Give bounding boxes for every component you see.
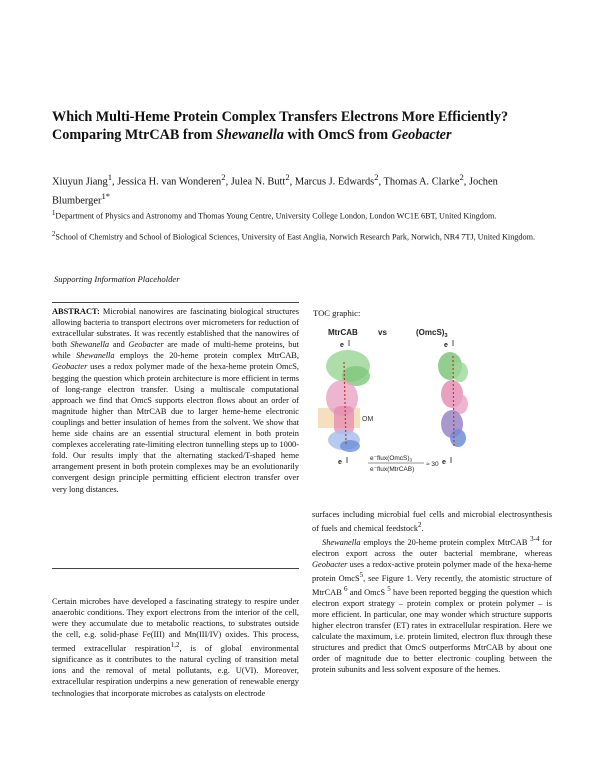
affil-text: School of Chemistry and School of Biological Sciences, University of East Anglia, Norwich Research Park, Norwich, NR4 7TJ, United Kingdom. xyxy=(55,232,535,242)
paper-title xyxy=(52,108,550,144)
title-text-2: with OmcS from xyxy=(283,127,392,143)
abstract-text: Microbial nanowires are fascinating biological structures allowing bacteria to transport electrons over micrometers for reduction of extracellular substrates. It was recently established that the nanowires of both xyxy=(52,307,299,350)
toc-omcs-structure xyxy=(438,352,468,447)
author-affil-mark: 1* xyxy=(101,191,111,202)
body-text: have been reported begging the question which electron export strategy – protein complex or protein polymer – is more efficient. In particular, one may wonder which structure supports higher electron transfer (ET) rates in extracellular respiration. Here we calculate the maximum, i.e. protein limited, electron flux through these structures and predict that OmcS outperforms MtrCAB by about one order of magnitude due to better electronic coupling between the protein subunits and less solvent exposure of the hemes. xyxy=(312,587,552,675)
title-text: Which Multi-Heme Protein Complex Transfers Electrons More Efficiently? Comparing MtrCAB from xyxy=(52,109,509,143)
abstract-text: uses a redox polymer made of the hexa-heme protein OmcS, begging the question which protein architecture is more efficient in terms of long-range electron transfer. Using a multiscale computational approach we find that OmcS supports electron flows about an order of magnitude higher than MtrCAB due to larger heme-heme electronic couplings and better insulation of hemes from the solvent. We show that heme side chains are an essential structural element in both protein complexes accelerating rate-limiting electron tunnelling steps up to 1000-fold. Our results imply that the alternating stacked/T-shaped heme arrangement present in both protein complexes may be an evolutionarily convergent design principle permitting efficient electron transfer over very long distances. xyxy=(52,362,299,494)
affiliation-1 xyxy=(52,208,550,222)
citation: 1,2 xyxy=(170,641,180,650)
author-name: , Jochen Blumberger xyxy=(52,176,498,207)
body-text: for electron export across the outer bacterial membrane, whereas xyxy=(312,537,553,558)
title-italic-shewanella: Shewanella xyxy=(216,127,284,143)
toc-eq-num-text: e⁻flux(OmcS) xyxy=(370,455,410,462)
body-text: . xyxy=(421,523,424,533)
author-affil-mark: 2 xyxy=(374,172,379,182)
toc-electron-label-top-left: e xyxy=(340,342,344,349)
divider-top xyxy=(52,302,299,303)
body-text: , is of global environmental significance as it contributes to the natural cycling of transition metal ions and the removal of metal pollutants, e.g. U(VI). Moreover, extracellular respiration underpins a new generation of renewable energy technologies that incorporate microbes as catalysts on electrode xyxy=(52,644,299,698)
abstract-italic: Shewanella xyxy=(70,340,110,350)
toc-equation-result: ≈ 30 xyxy=(426,461,439,468)
author-affil-mark: 2 xyxy=(285,172,290,182)
body-text: uses a redox-active protein polymer made of the hexa-heme protein OmcS xyxy=(312,559,552,583)
abstract-text: employs the 20-heme protein complex MtrCAB, xyxy=(114,351,299,361)
paragraph xyxy=(312,509,552,534)
author-affil-mark: 1 xyxy=(107,172,113,182)
citation: 3-4 xyxy=(530,534,540,543)
affil-mark: 2 xyxy=(52,231,56,238)
abstract-text: are made of multi-heme proteins, but while xyxy=(52,340,300,361)
divider-bottom xyxy=(52,568,299,569)
affiliation-2 xyxy=(52,229,550,243)
abstract-italic: Geobacter xyxy=(52,362,88,372)
citation: 5 xyxy=(387,584,391,593)
abstract-text: and xyxy=(109,340,129,350)
body-italic: Geobacter xyxy=(312,559,348,569)
paragraph xyxy=(312,534,552,676)
title-italic-geobacter: Geobacter xyxy=(391,127,452,143)
toc-eq-num-sub: 3 xyxy=(409,457,413,463)
abstract-italic: Geobacter xyxy=(128,340,164,350)
body-text: employs the 20-heme protein complex MtrCAB xyxy=(360,537,531,547)
citation: 2 xyxy=(418,521,422,530)
toc-equation-denominator: e⁻flux(MtrCAB) xyxy=(370,466,415,473)
abstract xyxy=(52,306,299,495)
body-italic: Shewanella xyxy=(322,537,361,547)
citation: 5 xyxy=(359,571,364,580)
toc-omcs-heading-text: (OmcS) xyxy=(416,328,445,337)
toc-label: TOC graphic: xyxy=(313,308,361,318)
abstract-label: ABSTRACT: xyxy=(52,307,100,316)
toc-mtrcab-heading: MtrCAB xyxy=(328,328,358,337)
author-name: , Thomas A. Clarke xyxy=(378,176,460,188)
toc-vs: vs xyxy=(378,328,387,337)
body-text: , see Figure 1. Very recently, the atomistic structure of MtrCAB xyxy=(312,573,552,597)
author-affil-mark: 2 xyxy=(221,172,226,182)
toc-electron-label-top-right: e xyxy=(444,342,448,349)
author-affil-mark: 2 xyxy=(459,172,464,182)
citation: 6 xyxy=(344,584,348,593)
body-text: surfaces including microbial fuel cells and microbial electrosynthesis of fuels and chemical feedstock xyxy=(312,510,552,533)
toc-mtrcab-structure xyxy=(326,350,370,452)
toc-om-label: OM xyxy=(362,416,374,423)
toc-electron-label-bottom-left: e xyxy=(338,459,342,466)
author-name: , Julea N. Butt xyxy=(225,176,286,188)
toc-electron-label-bottom-right: e xyxy=(442,459,446,466)
affil-mark: 1 xyxy=(52,210,56,217)
body-text-left-column xyxy=(52,596,299,699)
affil-text: Department of Physics and Astronomy and Thomas Young Centre, University College London, London WC1E 6BT, United Kingdom. xyxy=(55,211,497,221)
abstract-italic: Shewanella xyxy=(75,351,115,361)
toc-omcs-heading-sub: 3 xyxy=(444,333,448,339)
body-text: and OmcS xyxy=(347,587,388,597)
toc-equation-numerator xyxy=(370,455,413,463)
author-list xyxy=(52,170,550,209)
author-name: , Marcus J. Edwards xyxy=(289,176,375,188)
author-name: , Jessica H. van Wonderen xyxy=(112,176,222,188)
body-text-right-column xyxy=(312,509,552,676)
supporting-info-placeholder: Supporting Information Placeholder xyxy=(54,274,180,284)
toc-graphic xyxy=(318,322,528,478)
toc-omcs-heading xyxy=(416,328,448,339)
author-name: Xiuyun Jiang xyxy=(52,176,108,188)
body-text: Certain microbes have developed a fascinating strategy to respire under anaerobic conditions. They export electrons from the interior of the cell, were they accumulate due to metabolic reactions, to substrates outside the cell, e.g. solid-phase Fe(III) and Mn(III/IV) oxides. This process, termed extracellular respiration xyxy=(52,597,299,654)
